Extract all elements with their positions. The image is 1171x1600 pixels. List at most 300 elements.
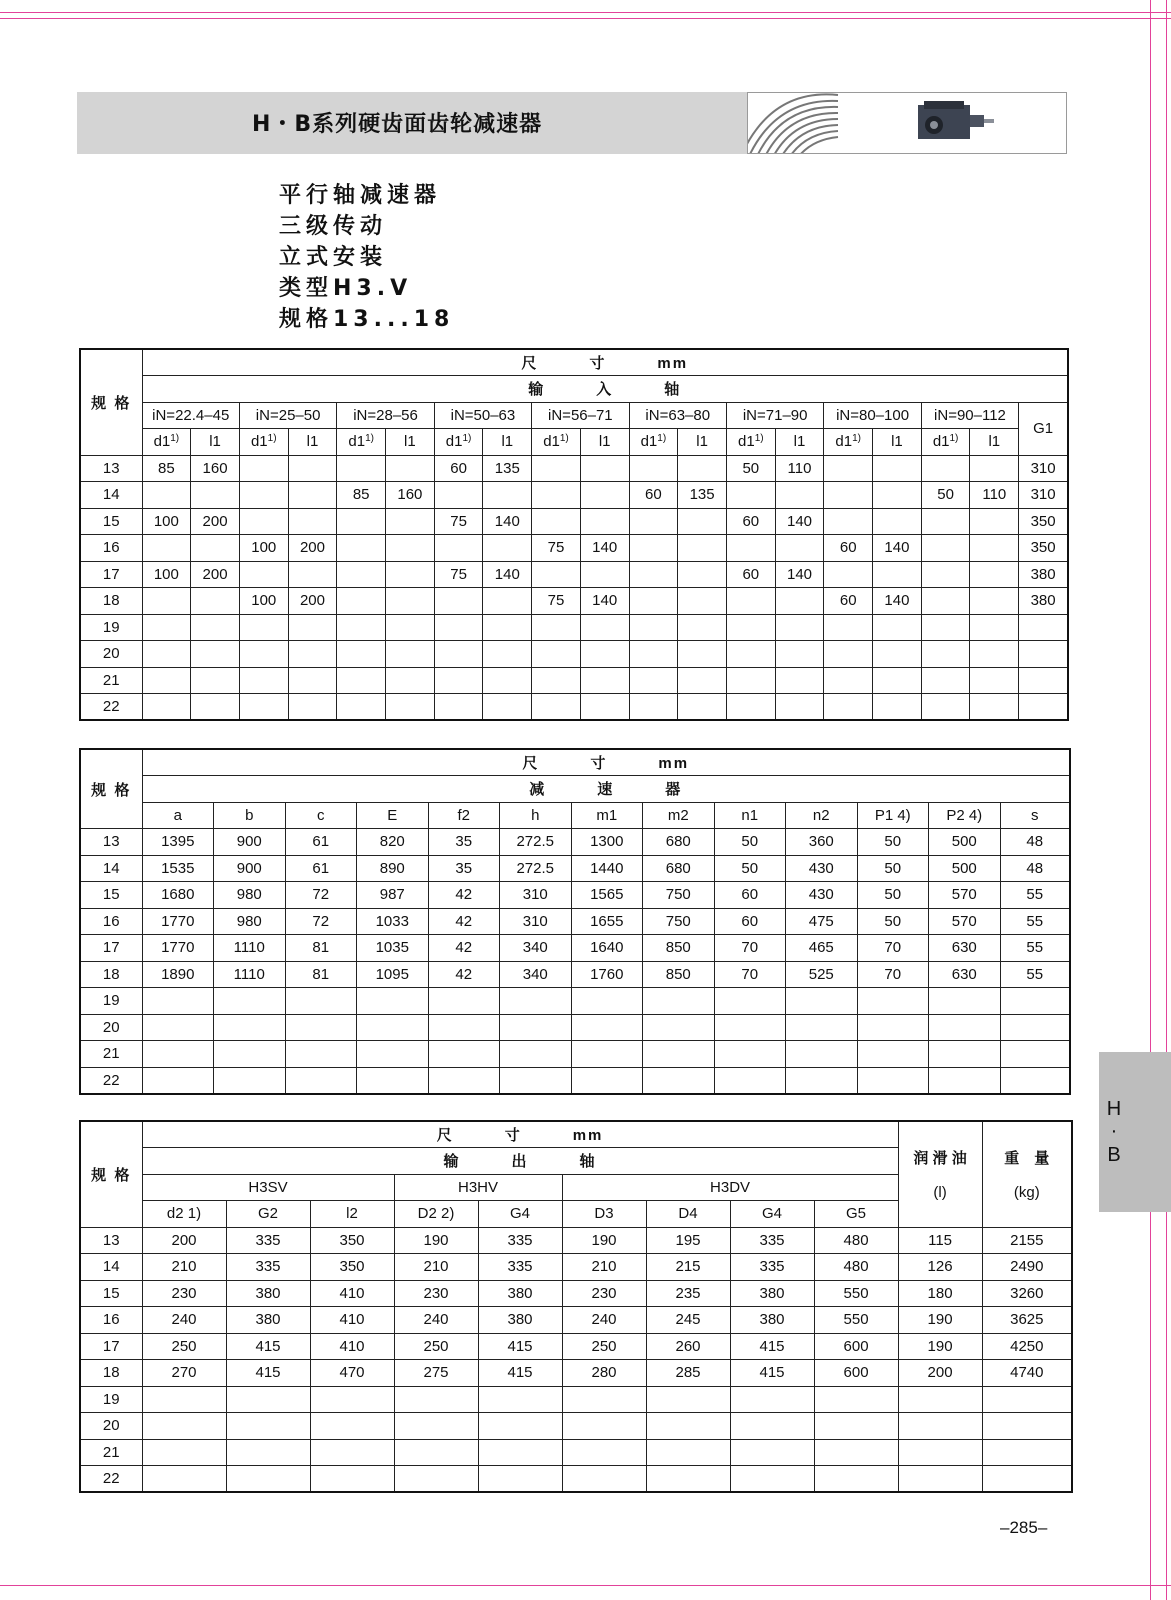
data-cell xyxy=(434,482,483,509)
data-cell xyxy=(142,588,191,615)
section-header: 输 出 轴 xyxy=(142,1148,898,1175)
table-row xyxy=(80,1439,1072,1466)
data-cell: 240 xyxy=(394,1307,478,1334)
d1-header xyxy=(921,429,970,456)
data-cell xyxy=(386,508,435,535)
data-cell: 820 xyxy=(357,829,429,856)
data-cell: 200 xyxy=(191,561,240,588)
data-cell xyxy=(500,1014,572,1041)
data-cell: 240 xyxy=(562,1307,646,1334)
data-cell xyxy=(571,988,643,1015)
data-cell xyxy=(337,535,386,562)
lube-oil-cell xyxy=(898,1413,982,1440)
data-cell xyxy=(873,561,922,588)
data-cell xyxy=(814,1413,898,1440)
size-cell: 21 xyxy=(80,1439,142,1466)
data-cell xyxy=(921,641,970,668)
data-cell xyxy=(226,1386,310,1413)
data-cell: 570 xyxy=(929,882,1001,909)
data-cell: 335 xyxy=(730,1254,814,1281)
data-cell xyxy=(629,614,678,641)
size-cell: 16 xyxy=(80,1307,142,1334)
data-cell: 980 xyxy=(214,908,286,935)
data-cell: 250 xyxy=(142,1333,226,1360)
data-cell xyxy=(857,1014,929,1041)
table-row xyxy=(80,641,1068,668)
data-cell: 1300 xyxy=(571,829,643,856)
data-cell: 475 xyxy=(786,908,858,935)
size-cell: 19 xyxy=(80,614,142,641)
column-header: D3 xyxy=(562,1201,646,1228)
data-cell xyxy=(337,614,386,641)
data-cell: 50 xyxy=(857,882,929,909)
table-row xyxy=(80,1014,1070,1041)
data-cell xyxy=(580,614,629,641)
weight-cell xyxy=(982,1386,1072,1413)
data-cell xyxy=(226,1466,310,1493)
data-cell: 60 xyxy=(726,508,775,535)
table-row xyxy=(80,561,1068,588)
data-cell: 470 xyxy=(310,1360,394,1387)
data-cell: 135 xyxy=(483,455,532,482)
data-cell: 60 xyxy=(824,588,873,615)
data-cell xyxy=(500,1067,572,1094)
d1-label: d1 xyxy=(640,433,658,451)
size-cell: 20 xyxy=(80,641,142,668)
data-cell: 42 xyxy=(428,882,500,909)
data-cell xyxy=(285,1041,357,1068)
size-cell: 19 xyxy=(80,1386,142,1413)
footnote-ref: 1) xyxy=(170,433,180,445)
data-cell: 350 xyxy=(310,1227,394,1254)
data-cell xyxy=(337,641,386,668)
data-cell xyxy=(970,455,1019,482)
row-label-header: 规 格 xyxy=(80,349,142,455)
d1-header xyxy=(239,429,288,456)
data-cell xyxy=(775,614,824,641)
data-cell xyxy=(921,588,970,615)
data-cell xyxy=(191,482,240,509)
data-cell: 1565 xyxy=(571,882,643,909)
data-cell xyxy=(873,614,922,641)
data-cell xyxy=(357,1067,429,1094)
data-cell xyxy=(921,455,970,482)
data-cell: 60 xyxy=(629,482,678,509)
trim-line-right xyxy=(1150,0,1151,1600)
data-cell: 1110 xyxy=(214,935,286,962)
data-cell xyxy=(562,1413,646,1440)
data-cell: 272.5 xyxy=(500,829,572,856)
data-cell: 70 xyxy=(857,935,929,962)
data-cell: 60 xyxy=(714,882,786,909)
data-cell xyxy=(726,694,775,721)
data-cell: 570 xyxy=(929,908,1001,935)
weight-cell: 2155 xyxy=(982,1227,1072,1254)
data-cell xyxy=(478,1413,562,1440)
data-cell: 200 xyxy=(288,535,337,562)
data-cell xyxy=(226,1413,310,1440)
size-cell: 18 xyxy=(80,961,142,988)
data-cell: 135 xyxy=(678,482,727,509)
data-cell: 275 xyxy=(394,1360,478,1387)
data-cell xyxy=(142,1041,214,1068)
data-cell: 85 xyxy=(142,455,191,482)
data-cell xyxy=(288,641,337,668)
data-cell xyxy=(580,694,629,721)
data-cell xyxy=(483,614,532,641)
footnote-ref: 1) xyxy=(267,433,277,445)
size-cell: 21 xyxy=(80,667,142,694)
footnote-ref: 1) xyxy=(462,433,472,445)
table-row xyxy=(80,1360,1072,1387)
data-cell: 272.5 xyxy=(500,855,572,882)
data-cell xyxy=(571,1041,643,1068)
data-cell: 75 xyxy=(434,508,483,535)
data-cell xyxy=(629,455,678,482)
data-cell xyxy=(337,588,386,615)
data-cell xyxy=(239,455,288,482)
data-cell xyxy=(386,667,435,694)
data-cell: 500 xyxy=(929,829,1001,856)
data-cell xyxy=(191,535,240,562)
row-label-header: 规 格 xyxy=(80,749,142,829)
size-cell: 16 xyxy=(80,535,142,562)
g1-cell xyxy=(1019,614,1068,641)
data-cell xyxy=(580,641,629,668)
data-cell xyxy=(562,1439,646,1466)
data-cell xyxy=(814,1439,898,1466)
data-cell xyxy=(483,588,532,615)
trim-line-right-outer xyxy=(1166,0,1167,1600)
data-cell: 1440 xyxy=(571,855,643,882)
data-cell xyxy=(921,667,970,694)
d1-label: d1 xyxy=(835,433,853,451)
l1-header: l1 xyxy=(970,429,1019,456)
data-cell xyxy=(483,535,532,562)
data-cell xyxy=(873,667,922,694)
data-cell xyxy=(434,694,483,721)
table-row xyxy=(80,935,1070,962)
gear-reducer-icon xyxy=(748,93,1067,154)
data-cell xyxy=(562,1466,646,1493)
column-header: l2 xyxy=(310,1201,394,1228)
data-cell xyxy=(142,1067,214,1094)
d1-label: d1 xyxy=(153,433,171,451)
footnote-ref: 1) xyxy=(657,433,667,445)
data-cell: 850 xyxy=(643,961,715,988)
data-cell xyxy=(678,694,727,721)
data-cell: 340 xyxy=(500,961,572,988)
data-cell: 100 xyxy=(142,508,191,535)
data-cell xyxy=(191,588,240,615)
data-cell: 550 xyxy=(814,1307,898,1334)
data-cell: 61 xyxy=(285,829,357,856)
data-cell: 81 xyxy=(285,935,357,962)
footnote-ref: 1) xyxy=(949,433,959,445)
data-cell: 72 xyxy=(285,908,357,935)
data-cell: 50 xyxy=(857,855,929,882)
data-cell xyxy=(386,694,435,721)
data-cell: 35 xyxy=(428,855,500,882)
size-cell: 20 xyxy=(80,1413,142,1440)
data-cell: 245 xyxy=(646,1307,730,1334)
d1-label: d1 xyxy=(445,433,463,451)
size-cell: 15 xyxy=(80,882,142,909)
data-cell: 110 xyxy=(970,482,1019,509)
g1-cell: 310 xyxy=(1019,455,1068,482)
table-row xyxy=(80,1466,1072,1493)
data-cell xyxy=(786,1067,858,1094)
data-cell xyxy=(643,1067,715,1094)
data-cell: 335 xyxy=(478,1227,562,1254)
ratio-group-header: iN=50–63 xyxy=(434,402,531,429)
size-cell: 13 xyxy=(80,455,142,482)
data-cell xyxy=(142,667,191,694)
data-cell: 100 xyxy=(142,561,191,588)
data-cell: 50 xyxy=(921,482,970,509)
lube-oil-cell: 180 xyxy=(898,1280,982,1307)
data-cell: 415 xyxy=(730,1360,814,1387)
data-cell xyxy=(191,667,240,694)
weight-cell xyxy=(982,1439,1072,1466)
weight-cell: 3625 xyxy=(982,1307,1072,1334)
subtitle-line: 平行轴减速器 xyxy=(279,183,442,208)
data-cell xyxy=(814,1466,898,1493)
data-cell: 335 xyxy=(478,1254,562,1281)
data-cell: 140 xyxy=(873,588,922,615)
size-cell: 22 xyxy=(80,694,142,721)
data-cell: 160 xyxy=(386,482,435,509)
data-cell: 415 xyxy=(478,1333,562,1360)
data-cell: 415 xyxy=(478,1360,562,1387)
data-cell xyxy=(288,561,337,588)
lube-oil-cell xyxy=(898,1386,982,1413)
output-shaft-table xyxy=(79,1120,1073,1493)
data-cell xyxy=(337,508,386,535)
column-header: b xyxy=(214,802,286,829)
data-cell xyxy=(434,667,483,694)
data-cell xyxy=(428,1014,500,1041)
data-cell xyxy=(386,535,435,562)
table-row xyxy=(80,961,1070,988)
column-header: D4 xyxy=(646,1201,730,1228)
data-cell xyxy=(214,1041,286,1068)
data-cell xyxy=(386,614,435,641)
data-cell xyxy=(142,1439,226,1466)
data-cell: 680 xyxy=(643,855,715,882)
table-row xyxy=(80,855,1070,882)
data-cell xyxy=(929,1041,1001,1068)
data-cell: 60 xyxy=(714,908,786,935)
data-cell xyxy=(1000,988,1070,1015)
data-cell xyxy=(532,614,581,641)
l1-header: l1 xyxy=(775,429,824,456)
data-cell: 550 xyxy=(814,1280,898,1307)
data-cell xyxy=(483,667,532,694)
data-cell xyxy=(288,482,337,509)
data-cell xyxy=(824,455,873,482)
data-cell xyxy=(142,535,191,562)
data-cell: 215 xyxy=(646,1254,730,1281)
data-cell xyxy=(678,535,727,562)
size-cell: 14 xyxy=(80,855,142,882)
data-cell: 230 xyxy=(142,1280,226,1307)
data-cell: 235 xyxy=(646,1280,730,1307)
g1-cell xyxy=(1019,667,1068,694)
data-cell xyxy=(775,588,824,615)
data-cell xyxy=(726,614,775,641)
data-cell xyxy=(643,1041,715,1068)
column-header: c xyxy=(285,802,357,829)
data-cell xyxy=(337,667,386,694)
data-cell xyxy=(532,641,581,668)
data-cell xyxy=(285,988,357,1015)
data-cell: 465 xyxy=(786,935,858,962)
data-cell xyxy=(873,641,922,668)
weight-cell: 4250 xyxy=(982,1333,1072,1360)
data-cell: 310 xyxy=(500,908,572,935)
column-header: E xyxy=(357,802,429,829)
data-cell xyxy=(357,1014,429,1041)
weight-cell xyxy=(982,1466,1072,1493)
d1-label: d1 xyxy=(932,433,950,451)
ratio-group-header: iN=25–50 xyxy=(239,402,336,429)
data-cell: 190 xyxy=(562,1227,646,1254)
weight-unit: (kg) xyxy=(1013,1184,1040,1202)
data-cell: 500 xyxy=(929,855,1001,882)
data-cell xyxy=(532,455,581,482)
data-cell xyxy=(921,561,970,588)
data-cell: 1655 xyxy=(571,908,643,935)
data-cell xyxy=(580,455,629,482)
data-cell xyxy=(714,1014,786,1041)
weight-cell: 4740 xyxy=(982,1360,1072,1387)
weight-cell: 3260 xyxy=(982,1280,1072,1307)
data-cell xyxy=(786,1014,858,1041)
data-cell: 1110 xyxy=(214,961,286,988)
data-cell: 335 xyxy=(226,1227,310,1254)
data-cell xyxy=(310,1386,394,1413)
l1-header: l1 xyxy=(678,429,727,456)
data-cell: 240 xyxy=(142,1307,226,1334)
data-cell: 380 xyxy=(226,1280,310,1307)
size-cell: 17 xyxy=(80,1333,142,1360)
data-cell: 55 xyxy=(1000,908,1070,935)
data-cell xyxy=(434,535,483,562)
weight-cell xyxy=(982,1413,1072,1440)
data-cell xyxy=(142,482,191,509)
table-row xyxy=(80,508,1068,535)
data-cell: 35 xyxy=(428,829,500,856)
data-cell: 415 xyxy=(730,1333,814,1360)
data-cell: 140 xyxy=(580,535,629,562)
data-cell: 900 xyxy=(214,829,286,856)
table-row xyxy=(80,1386,1072,1413)
data-cell: 310 xyxy=(500,882,572,909)
l1-header: l1 xyxy=(483,429,532,456)
data-cell xyxy=(730,1386,814,1413)
data-cell: 50 xyxy=(857,908,929,935)
data-cell xyxy=(310,1413,394,1440)
data-cell xyxy=(678,641,727,668)
data-cell xyxy=(562,1386,646,1413)
data-cell: 70 xyxy=(714,961,786,988)
data-cell xyxy=(483,694,532,721)
data-cell: 50 xyxy=(857,829,929,856)
data-cell: 410 xyxy=(310,1280,394,1307)
data-cell xyxy=(142,694,191,721)
data-cell: 55 xyxy=(1000,882,1070,909)
data-cell xyxy=(288,667,337,694)
data-cell: 100 xyxy=(239,535,288,562)
data-cell xyxy=(970,561,1019,588)
column-header: n2 xyxy=(786,802,858,829)
data-cell: 140 xyxy=(483,561,532,588)
lube-oil-cell: 126 xyxy=(898,1254,982,1281)
data-cell: 340 xyxy=(500,935,572,962)
group-header-h3dv: H3DV xyxy=(562,1174,898,1201)
data-cell: 230 xyxy=(394,1280,478,1307)
data-cell: 140 xyxy=(580,588,629,615)
data-cell xyxy=(239,561,288,588)
data-cell: 525 xyxy=(786,961,858,988)
d1-label: d1 xyxy=(348,433,366,451)
weight-label: 重 量 xyxy=(1004,1150,1050,1168)
data-cell xyxy=(500,1041,572,1068)
data-cell: 630 xyxy=(929,935,1001,962)
data-cell xyxy=(726,535,775,562)
data-cell: 750 xyxy=(643,882,715,909)
data-cell: 200 xyxy=(288,588,337,615)
column-header: P2 4) xyxy=(929,802,1001,829)
data-cell xyxy=(970,667,1019,694)
data-cell: 335 xyxy=(730,1227,814,1254)
data-cell xyxy=(571,1067,643,1094)
data-cell xyxy=(1000,1067,1070,1094)
footnote-ref: 1) xyxy=(852,433,861,445)
data-cell: 1095 xyxy=(357,961,429,988)
column-header: s xyxy=(1000,802,1070,829)
data-cell xyxy=(357,988,429,1015)
lube-oil-cell: 115 xyxy=(898,1227,982,1254)
lube-oil-cell: 190 xyxy=(898,1307,982,1334)
data-cell xyxy=(970,588,1019,615)
size-cell: 18 xyxy=(80,1360,142,1387)
data-cell xyxy=(478,1439,562,1466)
data-cell: 250 xyxy=(394,1333,478,1360)
ratio-group-header: iN=56–71 xyxy=(532,402,629,429)
data-cell xyxy=(714,1067,786,1094)
table-row xyxy=(80,1280,1072,1307)
lube-oil-cell xyxy=(898,1466,982,1493)
weight-header xyxy=(982,1121,1072,1227)
data-cell: 360 xyxy=(786,829,858,856)
column-header: G5 xyxy=(814,1201,898,1228)
data-cell xyxy=(288,694,337,721)
data-cell xyxy=(288,508,337,535)
table-row xyxy=(80,1227,1072,1254)
g1-cell: 310 xyxy=(1019,482,1068,509)
data-cell xyxy=(214,1014,286,1041)
size-cell: 22 xyxy=(80,1466,142,1493)
data-cell xyxy=(386,561,435,588)
data-cell: 1760 xyxy=(571,961,643,988)
data-cell: 600 xyxy=(814,1360,898,1387)
data-cell xyxy=(629,641,678,668)
data-cell: 260 xyxy=(646,1333,730,1360)
ratio-group-header: iN=63–80 xyxy=(629,402,726,429)
data-cell: 480 xyxy=(814,1254,898,1281)
